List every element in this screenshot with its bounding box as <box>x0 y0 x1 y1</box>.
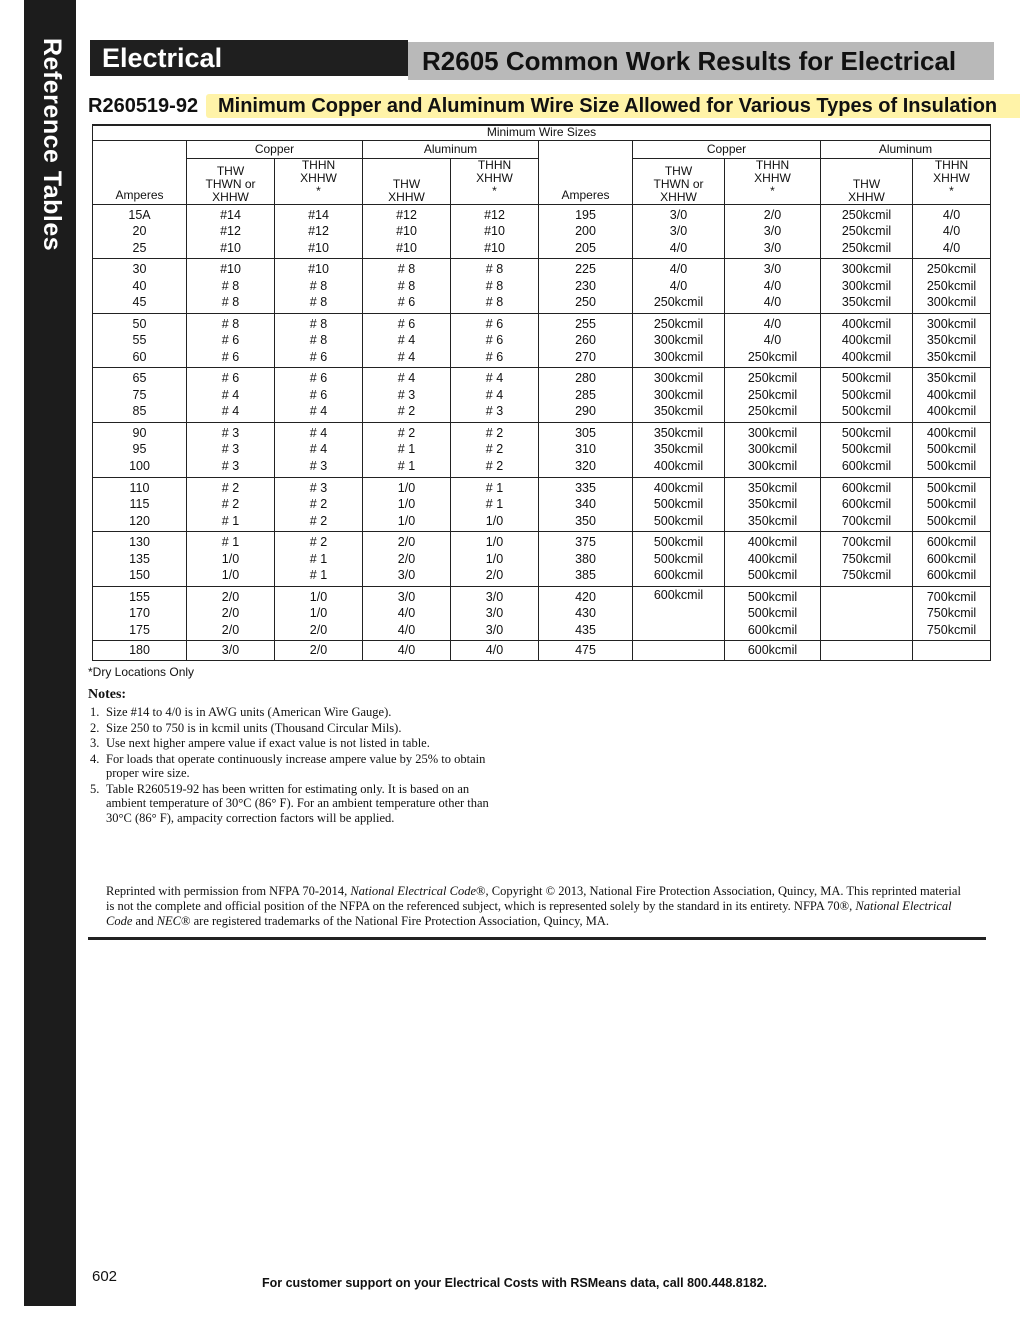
col-al-thw-right: THW XHHW <box>821 158 913 204</box>
wire-cell <box>913 641 991 661</box>
reprint-notice <box>106 884 966 929</box>
wire-cell: # 2 # 2 # 1 <box>187 477 275 532</box>
note-number: 3. <box>90 736 100 750</box>
amps-cell: 180 <box>93 641 187 661</box>
note-number: 2. <box>90 720 100 735</box>
amps-cell: 195 200 205 <box>539 204 633 259</box>
amps-cell: 255 260 270 <box>539 313 633 368</box>
table-row <box>93 368 991 423</box>
amps-cell: 110 115 120 <box>93 477 187 532</box>
table-heading <box>88 91 998 121</box>
wire-cell: 4/0 4/0 250kcmil <box>725 313 821 368</box>
wire-cell: 3/0 <box>187 641 275 661</box>
table-row <box>93 259 991 314</box>
note-number: 1. <box>90 705 100 719</box>
wire-cell: 250kcmil 250kcmil 250kcmil <box>821 204 913 259</box>
wire-cell: # 4 # 3 # 2 <box>363 368 451 423</box>
reprint-text: ® are registered trademarks of the National Fire Protection Association, Quincy, MA. <box>181 914 610 928</box>
wire-cell: 400kcmil 500kcmil 500kcmil <box>913 422 991 477</box>
wire-cell: 4/0 4/0 250kcmil <box>633 259 725 314</box>
amps-cell: 15A 20 25 <box>93 204 187 259</box>
wire-cell: 500kcmil 500kcmil 500kcmil <box>821 368 913 423</box>
amps-cell: 420 430 435 <box>539 586 633 641</box>
copper-header-right: Copper <box>633 140 821 158</box>
wire-cell: 3/0 3/0 4/0 <box>633 204 725 259</box>
notes-heading: Notes: <box>88 687 127 702</box>
table-row <box>93 313 991 368</box>
wire-cell: 300kcmil 300kcmil 350kcmil <box>821 259 913 314</box>
reprint-text: Reprinted with permission from NFPA 70-2014, <box>106 884 351 898</box>
wire-cell <box>821 586 913 641</box>
table-row <box>93 532 991 587</box>
amps-cell: 335 340 350 <box>539 477 633 532</box>
amps-cell: 155 170 175 <box>93 586 187 641</box>
amps-cell: 225 230 250 <box>539 259 633 314</box>
amps-cell: 50 55 60 <box>93 313 187 368</box>
note-text: Use next higher ampere value if exact value is not listed in table. <box>106 736 430 750</box>
amperes-header-left: Amperes <box>93 140 187 204</box>
wire-cell <box>821 641 913 661</box>
wire-cell: 400kcmil 400kcmil 400kcmil <box>821 313 913 368</box>
dry-locations-footnote: *Dry Locations Only <box>88 665 195 679</box>
wire-cell: 350kcmil 350kcmil 400kcmil <box>633 422 725 477</box>
reprint-text: and <box>132 914 157 928</box>
col-cu-thhn-right: THHN XHHW * <box>725 158 821 204</box>
notes-list <box>90 705 510 826</box>
wire-cell: 300kcmil 300kcmil 300kcmil <box>725 422 821 477</box>
sidebar-label-text: Reference Tables <box>38 38 66 252</box>
wire-cell: # 8 # 8 # 6 <box>363 259 451 314</box>
division-title: R2605 Common Work Results for Electrical <box>408 42 994 80</box>
wire-cell: 2/0 2/0 3/0 <box>363 532 451 587</box>
col-cu-thhn: THHN XHHW * <box>275 158 363 204</box>
reprint-italic: National Electrical Code <box>350 884 477 898</box>
wire-cell: 3/0 4/0 4/0 <box>363 586 451 641</box>
wire-cell: 500kcmil 500kcmil 600kcmil <box>725 586 821 641</box>
wire-cell: #14 #12 #10 <box>275 204 363 259</box>
wire-cell: 250kcmil 300kcmil 300kcmil <box>633 313 725 368</box>
page-number: 602 <box>92 1268 118 1285</box>
list-item <box>90 705 510 720</box>
wire-cell: 4/0 <box>451 641 539 661</box>
amps-cell: 65 75 85 <box>93 368 187 423</box>
wire-cell: 4/0 4/0 4/0 <box>913 204 991 259</box>
col-al-thhn: THHN XHHW * <box>451 158 539 204</box>
aluminum-header-left: Aluminum <box>363 140 539 158</box>
note-number: 4. <box>90 751 100 766</box>
amps-cell: 130 135 150 <box>93 532 187 587</box>
sidebar-label <box>24 38 76 252</box>
amperes-header-right: Amperes <box>539 140 633 204</box>
copper-header-left: Copper <box>187 140 363 158</box>
table-row <box>93 641 991 661</box>
table-caption: Minimum Wire Sizes <box>93 125 991 140</box>
wire-cell: # 2 # 1 # 1 <box>363 422 451 477</box>
amps-cell: 90 95 100 <box>93 422 187 477</box>
table-title: Minimum Copper and Aluminum Wire Size Allowed for Various Types of Insulation <box>218 95 998 117</box>
support-footer: For customer support on your Electrical Costs with RSMeans data, call 800.448.8182. <box>262 1276 768 1290</box>
wire-cell: #10 # 8 # 8 <box>187 259 275 314</box>
wire-cell: #12 #10 #10 <box>451 204 539 259</box>
wire-cell: # 6 # 4 # 4 <box>187 368 275 423</box>
wire-size-table <box>92 124 991 661</box>
wire-cell: 4/0 <box>363 641 451 661</box>
wire-cell: # 2 # 1 # 1 <box>275 532 363 587</box>
amps-cell: 375 380 385 <box>539 532 633 587</box>
wire-cell: 2/0 2/0 2/0 <box>187 586 275 641</box>
wire-cell: 2/0 <box>275 641 363 661</box>
wire-cell: 300kcmil 350kcmil 350kcmil <box>913 313 991 368</box>
divider <box>88 937 986 940</box>
wire-cell: 250kcmil 250kcmil 300kcmil <box>913 259 991 314</box>
wire-cell: #12 #10 #10 <box>363 204 451 259</box>
wire-cell: 400kcmil 400kcmil 500kcmil <box>725 532 821 587</box>
wire-cell: # 2 # 2 # 2 <box>451 422 539 477</box>
section-title: Electrical <box>90 40 408 76</box>
col-al-thw: THW XHHW <box>363 158 451 204</box>
col-cu-thw: THW THWN or XHHW <box>187 158 275 204</box>
wire-cell: 3/0 3/0 3/0 <box>451 586 539 641</box>
list-item <box>90 752 510 781</box>
list-item <box>90 721 510 736</box>
wire-cell: 1/0 1/0 1/0 <box>363 477 451 532</box>
wire-cell: 300kcmil 300kcmil 350kcmil <box>633 368 725 423</box>
wire-cell: # 3 # 3 # 3 <box>187 422 275 477</box>
table-row <box>93 477 991 532</box>
wire-cell: # 4 # 4 # 3 <box>451 368 539 423</box>
wire-cell: 600kcmil 600kcmil 600kcmil <box>913 532 991 587</box>
wire-cell: 700kcmil 750kcmil 750kcmil <box>913 586 991 641</box>
wire-cell: # 1 # 1 1/0 <box>451 477 539 532</box>
wire-cell: # 6 # 6 # 6 <box>451 313 539 368</box>
col-cu-thw-right: THW THWN or XHHW <box>633 158 725 204</box>
table-row <box>93 204 991 259</box>
reprint-italic: NEC <box>156 914 182 928</box>
wire-cell: # 4 # 4 # 3 <box>275 422 363 477</box>
wire-cell: # 8 # 6 # 6 <box>187 313 275 368</box>
wire-cell: 400kcmil 500kcmil 500kcmil <box>633 477 725 532</box>
amps-cell: 280 285 290 <box>539 368 633 423</box>
note-number: 5. <box>90 781 100 796</box>
wire-cell: 250kcmil 250kcmil 250kcmil <box>725 368 821 423</box>
wire-cell: # 6 # 6 # 4 <box>275 368 363 423</box>
wire-cell: # 8 # 8 # 8 <box>451 259 539 314</box>
wire-cell <box>633 641 725 661</box>
amps-cell: 30 40 45 <box>93 259 187 314</box>
wire-cell: 500kcmil 500kcmil 600kcmil <box>821 422 913 477</box>
wire-cell: 2/0 3/0 3/0 <box>725 204 821 259</box>
wire-cell: 500kcmil 500kcmil 600kcmil <box>633 532 725 587</box>
wire-cell: #10 # 8 # 8 <box>275 259 363 314</box>
note-text: Size 250 to 750 is in kcmil units (Thousand Circular Mils). <box>106 720 402 735</box>
amps-cell: 475 <box>539 641 633 661</box>
table-row <box>93 422 991 477</box>
wire-cell: # 3 # 2 # 2 <box>275 477 363 532</box>
wire-cell: # 8 # 8 # 6 <box>275 313 363 368</box>
wire-cell: 600kcmil <box>633 586 725 641</box>
wire-cell: # 1 1/0 1/0 <box>187 532 275 587</box>
reprint-italic: National Electrical Code <box>106 899 952 928</box>
list-item <box>90 782 510 826</box>
list-item <box>90 736 510 751</box>
note-text: Table R260519-92 has been written for estimating only. It is based on an ambient temperature of 30°C (86° F). For an ambient temperature other than 30°C (86° F), ampacity correction factors will be applied. <box>106 781 489 825</box>
note-text: Size #14 to 4/0 is in AWG units (American Wire Gauge). <box>106 705 392 719</box>
amps-cell: 305 310 320 <box>539 422 633 477</box>
wire-cell: 1/0 1/0 2/0 <box>275 586 363 641</box>
wire-cell: 1/0 1/0 2/0 <box>451 532 539 587</box>
wire-cell: 500kcmil 500kcmil 500kcmil <box>913 477 991 532</box>
aluminum-header-right: Aluminum <box>821 140 991 158</box>
wire-cell: 350kcmil 350kcmil 350kcmil <box>725 477 821 532</box>
table-code: R260519-92 <box>88 95 199 117</box>
wire-cell: 3/0 4/0 4/0 <box>725 259 821 314</box>
wire-cell: 600kcmil 600kcmil 700kcmil <box>821 477 913 532</box>
wire-cell: #14 #12 #10 <box>187 204 275 259</box>
table-row <box>93 586 991 641</box>
col-al-thhn-right: THHN XHHW * <box>913 158 991 204</box>
wire-cell: 350kcmil 400kcmil 400kcmil <box>913 368 991 423</box>
wire-cell: 700kcmil 750kcmil 750kcmil <box>821 532 913 587</box>
note-text: For loads that operate continuously increase ampere value by 25% to obtain proper wire size. <box>106 751 486 780</box>
wire-cell: # 6 # 4 # 4 <box>363 313 451 368</box>
wire-cell: 600kcmil <box>725 641 821 661</box>
reprint-text: ®, Copyright © 2013, National Fire Protection Association, Quincy, MA. This reprinted material is not the complete and official position of the NFPA on the referenced subject, which is represented solely by the standard in its entirety. NFPA 70®, <box>106 884 961 913</box>
